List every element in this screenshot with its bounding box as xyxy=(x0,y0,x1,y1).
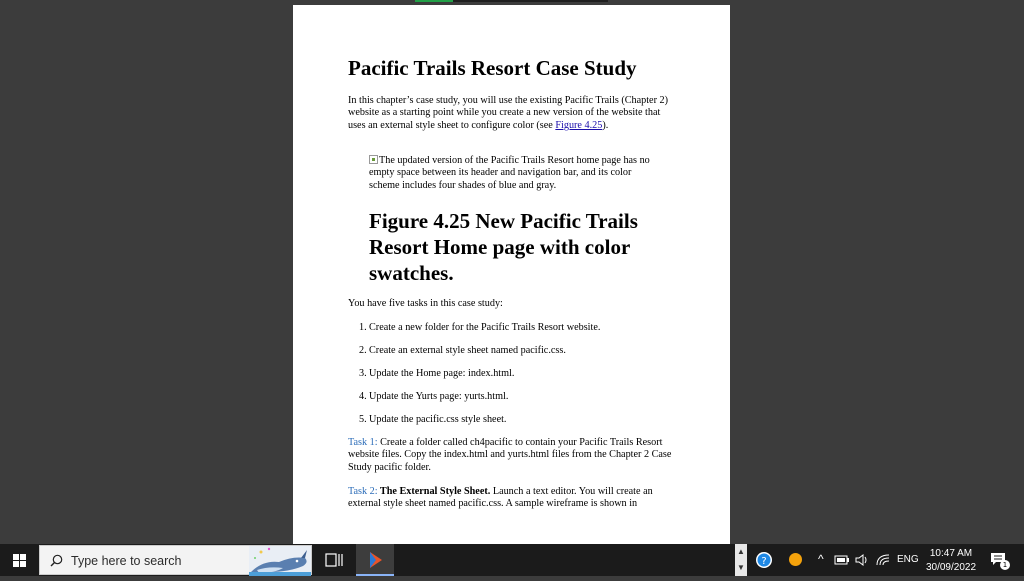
orange-dot-icon[interactable] xyxy=(788,552,803,567)
figure-link[interactable]: Figure 4.25 xyxy=(555,119,603,131)
intro-text: In this chapter’s case study, you will use the existing Pacific Trails (Chapter 2) website as a starting point while you create a new version of the website that uses an external style sheet to configure color (see xyxy=(348,95,668,131)
clock[interactable] xyxy=(922,547,980,575)
task1-paragraph xyxy=(348,437,678,474)
windows-start-icon[interactable] xyxy=(0,544,38,576)
list-text: Update the pacific.css style sheet. xyxy=(369,414,507,425)
search-placeholder: Type here to search xyxy=(71,554,182,568)
figure-caption: Figure 4.25 New Pacific Trails Resort Home page with color swatches. xyxy=(369,209,638,285)
intro-paragraph xyxy=(348,95,678,132)
tasks-intro: You have five tasks in this case study: xyxy=(348,298,503,309)
progress-segment xyxy=(415,0,453,2)
list-text: Create an external style sheet named pacific.css. xyxy=(369,345,566,356)
list-item xyxy=(348,361,678,384)
task1-label: Task 1: xyxy=(348,437,378,448)
list-item xyxy=(348,315,678,338)
task-view-icon[interactable] xyxy=(322,544,346,576)
tray-scroll-arrows[interactable] xyxy=(735,544,747,576)
battery-icon[interactable] xyxy=(834,554,850,566)
app-icon xyxy=(356,544,394,576)
image-alt-text: The updated version of the Pacific Trails Resort home page has no empty space between its header and navigation bar, and its color scheme includes four shades of blue and gray. xyxy=(369,155,650,191)
task-list xyxy=(348,315,678,430)
list-item xyxy=(348,384,678,407)
task2-bold: The External Style Sheet. xyxy=(377,486,491,497)
list-item xyxy=(348,338,678,361)
list-number: 4. xyxy=(359,391,367,402)
list-number: 1. xyxy=(359,322,367,333)
task2-paragraph xyxy=(348,486,678,511)
broken-image-icon xyxy=(369,155,378,164)
search-highlight-whale-icon xyxy=(249,546,311,576)
help-icon[interactable] xyxy=(755,551,773,569)
wifi-icon[interactable] xyxy=(875,553,891,567)
taskbar xyxy=(0,544,1024,576)
list-text: Update the Yurts page: yurts.html. xyxy=(369,391,509,402)
chevron-up-icon[interactable]: ▲ xyxy=(737,547,745,556)
list-item xyxy=(348,407,678,430)
clock-date: 30/09/2022 xyxy=(925,562,977,573)
show-hidden-icons[interactable]: ^ xyxy=(818,552,824,566)
chevron-down-icon[interactable]: ▼ xyxy=(737,563,745,572)
list-number: 5. xyxy=(359,414,367,425)
list-number: 3. xyxy=(359,368,367,379)
broken-image xyxy=(369,155,654,192)
page-title: Pacific Trails Resort Case Study xyxy=(348,56,637,80)
search-icon xyxy=(50,554,63,567)
taskbar-app-button[interactable] xyxy=(356,544,394,576)
language-indicator[interactable]: ENG xyxy=(897,554,919,565)
intro-end: ). xyxy=(602,119,609,131)
progress-track xyxy=(453,0,608,2)
notification-badge: 1 xyxy=(1000,560,1010,570)
list-number: 2. xyxy=(359,345,367,356)
task2-label: Task 2: xyxy=(348,486,378,497)
clock-time: 10:47 AM xyxy=(929,548,973,559)
task2-text: Launch a text editor. You will create an external style sheet named pacific.css. A sample wireframe is shown in xyxy=(348,486,653,510)
speaker-icon[interactable] xyxy=(854,553,870,567)
task1-text: Create a folder called ch4pacific to contain your Pacific Trails Resort website files. Copy the index.html and yurts.html files from the Chapter 2 Case Study pacific folder. xyxy=(348,437,672,473)
system-tray xyxy=(750,544,1024,576)
document-page xyxy=(293,5,730,544)
top-progress xyxy=(0,0,1024,2)
list-text: Create a new folder for the Pacific Trails Resort website. xyxy=(369,322,601,333)
taskbar-search-box[interactable] xyxy=(39,545,312,575)
list-text: Update the Home page: index.html. xyxy=(369,368,515,379)
svg-text:?: ? xyxy=(761,556,767,567)
